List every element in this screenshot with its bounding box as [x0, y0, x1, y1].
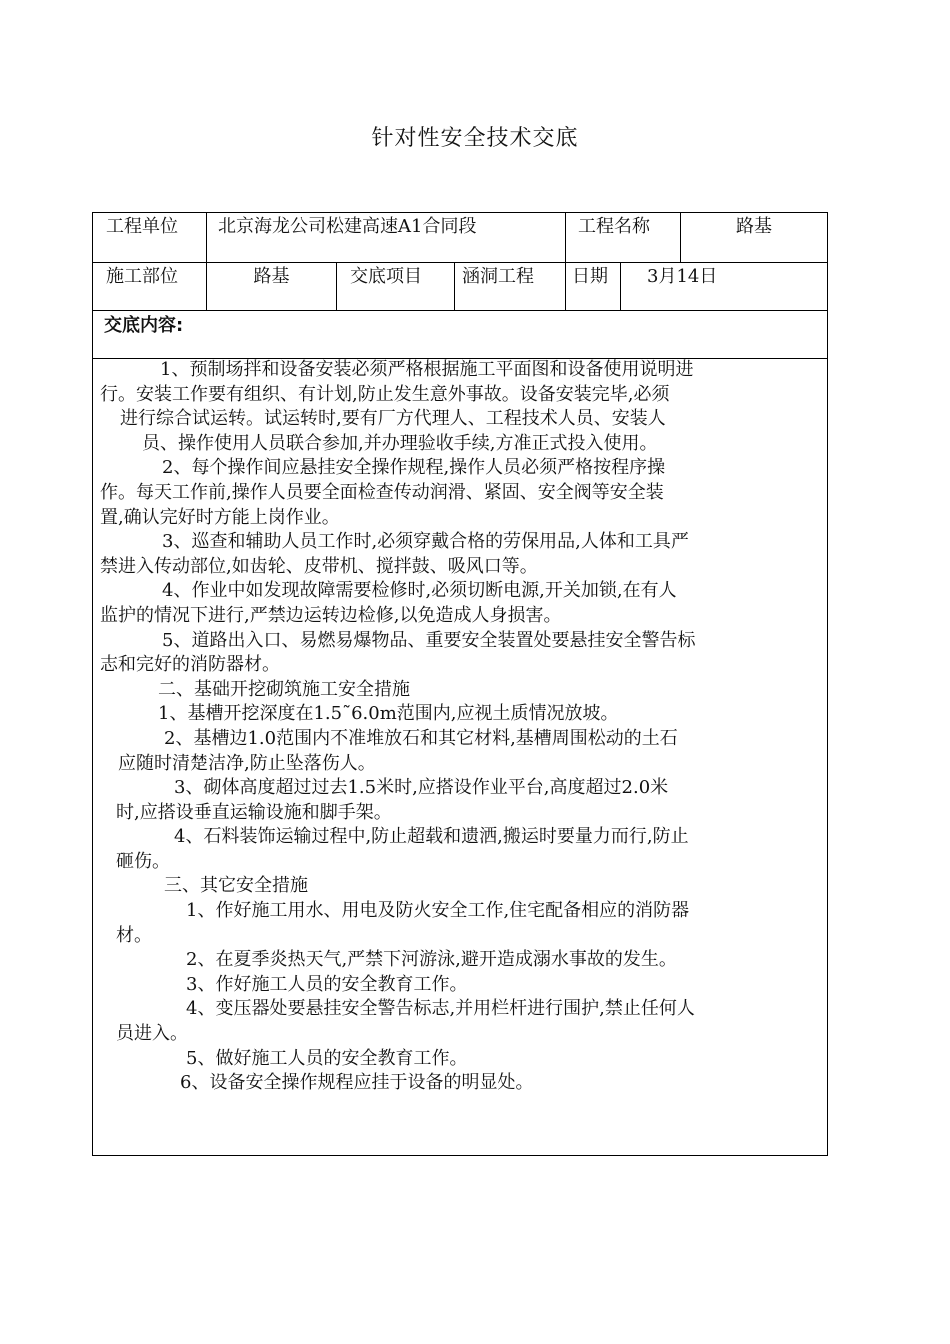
- construction-part-label: 施工部位: [106, 266, 178, 287]
- content-line: 员进入。: [116, 1023, 188, 1045]
- content-line: 志和完好的消防器材。: [100, 654, 280, 676]
- content-line: 置,确认完好时方能上岗作业。: [100, 506, 340, 528]
- row-divider: [92, 310, 828, 311]
- col-divider: [336, 262, 337, 310]
- col-divider: [620, 262, 621, 310]
- disclosure-item-label: 交底项目: [350, 266, 422, 287]
- content-line: 3、砌体高度超过过去1.5米时,应搭设作业平台,高度超过2.0米: [174, 777, 669, 799]
- content-line: 应随时清楚洁净,防止坠落伤人。: [118, 752, 376, 774]
- content-line: 4、变压器处要悬挂安全警告标志,并用栏杆进行围护,禁止任何人: [186, 998, 695, 1020]
- section-heading: 二、基础开挖砌筑施工安全措施: [158, 678, 410, 700]
- row-divider: [92, 262, 828, 263]
- table-border-top: [92, 212, 828, 213]
- content-line: 2、在夏季炎热天气,严禁下河游泳,避开造成溺水事故的发生。: [186, 949, 677, 971]
- content-line: 砸伤。: [116, 850, 170, 872]
- content-line: 作。每天工作前,操作人员要全面检查传动润滑、紧固、安全阀等安全装: [100, 481, 664, 503]
- date-label: 日期: [572, 266, 608, 287]
- content-line: 5、做好施工人员的安全教育工作。: [186, 1047, 468, 1069]
- section-heading: 三、其它安全措施: [164, 875, 308, 897]
- project-name-label: 工程名称: [578, 216, 650, 237]
- content-line: 3、巡查和辅助人员工作时,必须穿戴合格的劳保用品,人体和工具严: [162, 531, 689, 553]
- project-name-value: 路基: [736, 216, 772, 237]
- col-divider: [565, 212, 566, 310]
- col-divider: [454, 262, 455, 310]
- content-line: 4、作业中如发现故障需要检修时,必须切断电源,开关加锁,在有人: [162, 580, 677, 602]
- table-border-bottom: [92, 1155, 828, 1156]
- date-value: 3月14日: [647, 266, 718, 287]
- content-line: 1、作好施工用水、用电及防火安全工作,住宅配备相应的消防器: [186, 900, 690, 922]
- unit-value: 北京海龙公司松建高速A1合同段: [218, 216, 477, 237]
- content-line: 1、预制场拌和设备安装必须严格根据施工平面图和设备使用说明进: [160, 359, 694, 380]
- col-divider: [206, 212, 207, 310]
- content-line: 进行综合试运转。试运转时,要有厂方代理人、工程技术人员、安装人: [120, 408, 666, 430]
- content-line: 材。: [116, 924, 152, 946]
- content-line: 6、设备安全操作规程应挂于设备的明显处。: [180, 1072, 534, 1094]
- unit-label: 工程单位: [106, 216, 178, 237]
- content-line: 1、基槽开挖深度在1.5˜6.0m范围内,应视土质情况放坡。: [158, 703, 619, 725]
- content-line: 5、道路出入口、易燃易爆物品、重要安全装置处要悬挂安全警告标: [162, 629, 696, 651]
- content-line: 禁进入传动部位,如齿轮、皮带机、搅拌鼓、吸风口等。: [100, 555, 538, 577]
- content-line: 3、作好施工人员的安全教育工作。: [186, 973, 468, 995]
- content-line: 监护的情况下进行,严禁边运转边检修,以免造成人身损害。: [100, 604, 562, 626]
- content-line: 2、基槽边1.0范围内不准堆放石和其它材料,基槽周围松动的土石: [164, 727, 678, 749]
- disclosure-content: [92, 358, 828, 1096]
- content-line: 2、每个操作间应悬挂安全操作规程,操作人员必须严格按程序操: [162, 457, 666, 479]
- content-line: 行。安装工作要有组织、有计划,防止发生意外事故。设备安装完毕,必须: [100, 383, 670, 405]
- content-line: 时,应搭设垂直运输设施和脚手架。: [116, 801, 392, 823]
- construction-part-value: 路基: [253, 266, 290, 287]
- content-label: 交底内容:: [104, 315, 184, 336]
- disclosure-item-value: 涵洞工程: [462, 266, 534, 287]
- document-title: 针对性安全技术交底: [371, 126, 579, 151]
- content-line: 员、操作使用人员联合参加,并办理验收手续,方准正式投入使用。: [142, 432, 658, 454]
- content-line: 4、石料装饰运输过程中,防止超载和遗洒,搬运时要量力而行,防止: [174, 826, 689, 848]
